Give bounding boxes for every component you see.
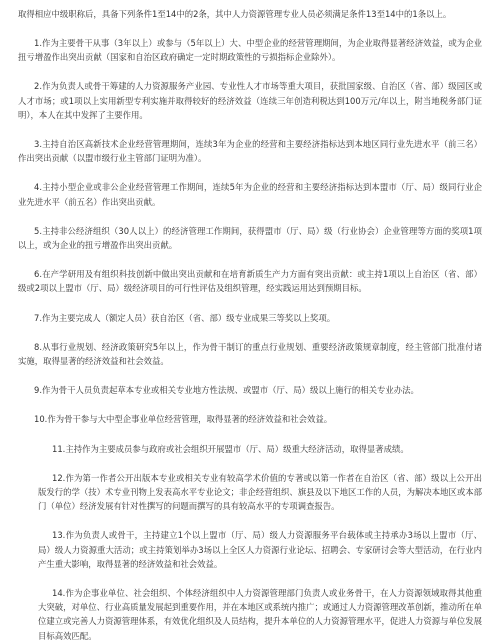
criterion-item-9: 9.作为骨干人员负责起草本专业或相关专业地方性法规、或盟市（厅、局）级以上施行的相关专业办法。	[34, 385, 419, 396]
criterion-item-7: 7.作为主要完成人（额定人员）获自治区（省、部）级专业成果三等奖以上奖项。	[34, 312, 336, 323]
criterion-item-6: 6.在产学研用及有组织科技创新中做出突出贡献和在培育新质生产力方面有突出贡献：或主持1项以上自治区（省、部）级或2项以上盟市（厅、局）级经济项目的可行性评估及组织管理，经实践运用达到预期目标。	[18, 269, 482, 294]
criterion-item-11: 11.主持作为主要成员参与政府或社会组织开展盟市（厅、局）级重大经济活动，取得显著成绩。	[52, 443, 409, 454]
criterion-item-5: 5.主持非公经济组织（30人以上）的经济管理工作期间，获得盟市（厅、局）级（行业协会）企业管理等方面的奖项1项以上，或为企业的扭亏增盈作出突出贡献。	[18, 225, 482, 251]
criterion-item-3: 3.主持自治区高新技术企业经营管理期间，连续3年为企业的经营和主要经济指标达到本地区同行业先进水平（前三名）作出突出贡献（以盟市级行业主管部门证明为准）。	[18, 139, 482, 164]
criterion-item-13: 13.作为负责人或骨干，主持建立1个以上盟市（厅、局）级人力资源服务平台载体或主持承办3场以上盟市（厅、局）级人力资源重大活动；或主持策划举办3场以上全区人力资源行业论坛、招聘会、专家研讨会等大型活动，在行业内产生重大影响，取得显著的经济效益和社会效益。	[38, 530, 482, 569]
criterion-item-14: 14.作为企事业单位、社会组织、个体经济组织中人力资源管理部门负责人或业务骨干，在人力资源领域取得其他重大突破，对单位、行业高质量发展起到重要作用，并在本地区或系统内推广；或通过人力资源管理改革创新，推动所在单位建立或完善人力资源管理体系，有效优化组织及人员结构，提升本单位的人力资源管理水平，促进人力资源与单位发展目标高效匹配。	[38, 588, 482, 641]
criterion-item-4: 4.主持小型企业或非公企业经营管理工作期间，连续5年为企业的经营和主要经济指标达到本盟市（厅、局）级同行业企业先进水平（前五名）作出突出贡献。	[18, 182, 482, 207]
criterion-item-12: 12.作为第一作者公开出版本专业或相关专业有较高学术价值的专著或以第一作者在自治区（省、部）级以上公开出版发行的学（技）术专业刊物上发表高水平专业论文；非企经营组织、旗县及以下地区工作的人员，为解决本地区或本部门（单位）经济发展有针对性撰写的问题而撰写的具有较高水平的专项调查报告。	[38, 472, 482, 512]
criterion-item-10: 10.作为骨干参与大中型企事业单位经营管理，取得显著的经济效益和社会效益。	[34, 414, 333, 425]
intro-paragraph: 取得相应中级职称后，具备下列条件1至14中的2条，其中人力资源管理专业人员必须满足条件13至14中的1条以上。	[18, 9, 452, 19]
criterion-item-1: 1.作为主要骨干从事（3年以上）或参与（5年以上）大、中型企业的经营管理期间，为企业取得显著经济效益，或为企业扭亏增盈作出突出贡献（国家和自治区政府确定一定时期政策性的亏损指标企业除外）。	[18, 38, 482, 63]
criterion-item-2: 2.作为负责人或骨干筹建的人力资源服务产业园、专业性人才市场等重大项目，获批国家级、自治区（省、部）级园区或人才市场；或1项以上实用新型专利实施并取得较好的经济效益（连续三年创造利税达到100万元/年以上，附当地税务部门证明），本人在其中发挥了主要作用。	[18, 81, 482, 120]
criterion-item-8: 8.从事行业规划、经济政策研究5年以上，作为骨干制订的重点行业规划、重要经济政策规章制度，经主管部门批准付诸实施，取得显著的经济效益和社会效益。	[18, 341, 482, 367]
